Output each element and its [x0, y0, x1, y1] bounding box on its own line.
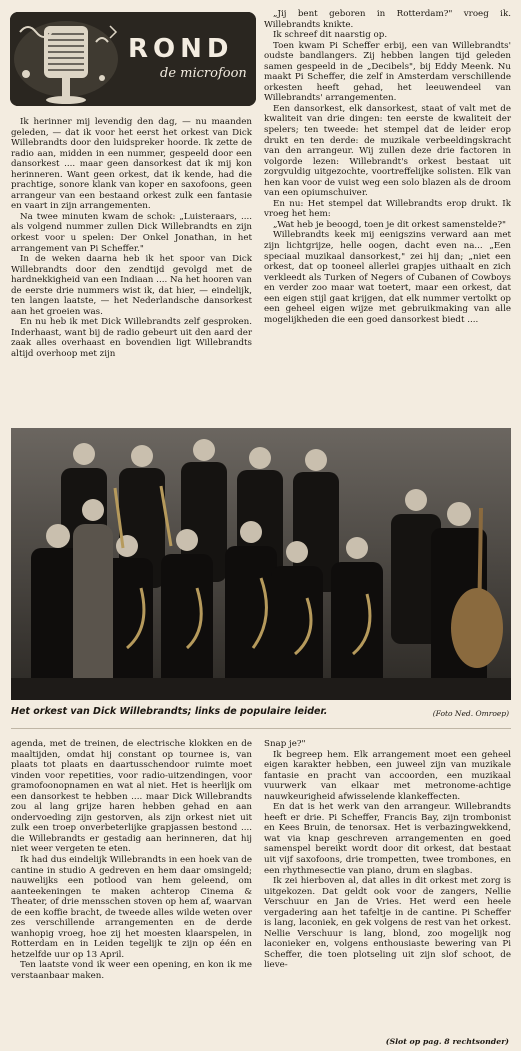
- column-right-bottom: [264, 739, 511, 971]
- paragraph: agenda, met de treinen, de electrische klokken en de maaltijden, omdat hij constant op tournee is, van plaats tot plaats en daartusschendoor ruimte moet vinden voor repetities, voor radio-uitzendingen, voor gramofoonopnamen en wat al niet. Het is heerlijk om een dansorkest te hebben .... maar Dick Willebrandts zou al lang grijze haren hebben gehad en aan ondervoeding zijn gestorven, als zijn orkest niet uit zulk een troep onverbeterlijke grapjassen bestond .... die Willebrandts er gestadig aan herinneren, dat hij niet weer vergeten te eten.: [11, 739, 252, 855]
- column-left-top: [11, 117, 252, 360]
- paragraph: In de weken daarna heb ik het spoor van Dick Willebrandts door den zendtijd gevolgd met de hardnekkigheid van een Indiaan .... Na het hooren van de eerste drie nummers wist ik, dat hier, — eindelijk, ten langen laatste, — het Nederlandsche dansorkest aan het groeien was.: [11, 254, 252, 317]
- header-badge: [10, 12, 256, 106]
- paragraph: Ten laatste vond ik weer een opening, en kon ik me verstaanbaar maken.: [11, 960, 252, 982]
- header-title: ROND: [128, 34, 234, 64]
- paragraph: Een dansorkest, elk dansorkest, staat of valt met de kwaliteit van drie dingen: ten eerste de kwaliteit der spelers; ten tweede: het stempel dat de leider erop drukt en ten derde: de muzikale verbeeldingskracht van den arrangeur. Wij zullen deze drie factoren in volgorde lezen: Willebrandt's orkest bestaat uit zorgvuldig uitgezochte, voortreffelijke solisten. Elk van hen kan voor de vuist weg een solo blazen als de droom van een opiumschuiver.: [264, 103, 511, 199]
- paragraph: Snap je?": [264, 739, 306, 749]
- header-subtitle: de microfoon: [160, 66, 247, 81]
- column-right-top: [264, 9, 511, 325]
- paragraph: „Wat heb je beoogd, toen je dit orkest samenstelde?": [273, 219, 507, 230]
- paragraph: Ik zei hierboven al, dat alles in dit orkest met zorg is uitgekozen. Dat geldt ook voor de zangers, Nellie Verschuur en Jan de Vries. Het werd een heele vergadering aan het tafeltje in de cantine. Pi Scheffer is lang, laconiek, en gek volgens de rest van het orkest. Nellie Verschuur is lang, blond, zoo mogelijk nog laconieker en, volgens enthousiaste bewering van Pi Scheffer, die toen plotseling uit zijn slof schoot, de lieve-: [264, 876, 511, 971]
- paragraph: Willebrandts keek mij eenigszins verward aan met zijn lichtgrijze, helle oogen, dacht even na... „Een speciaal muzikaal dansorkest," zei hij dan; „niet een orkest, dat op tooneel allerlei grapjes uithaalt en zich verkleedt als Turken of Negers of Cubanen of Cowboys en verder zoo maar wat toetert, maar een orkest, dat een eigen stijl gaat krijgen, dat elk nummer vertolkt op een geheel eigen wijze met gebruikmaking van alle mogelijkheden die een goed dansorkest biedt ....: [264, 230, 511, 325]
- paragraph: Ik schreef dit naarstig op.: [273, 30, 388, 41]
- orchestra-photo-image: [11, 428, 511, 700]
- photo-caption: Het orkest van Dick Willebrandts; links de populaire leider.: [11, 706, 328, 717]
- divider: [11, 728, 511, 729]
- column-left-bottom: [11, 739, 252, 982]
- continued-note: (Slot op pag. 8 rechtsonder): [385, 1037, 509, 1046]
- paragraph: Ik had dus eindelijk Willebrandts in een hoek van de cantine in studio A gedreven en hem daar omsingeld; nauwelijks een potlood van hem geleend, om aanteekeningen te maken achterop Cinema & Theater, of drie mensschen stoven op hem af, waarvan de een koffie bracht, de tweede alles wilde weten over zes verschillende arrangementen en de derde wanhopig vroeg, hoe zij het moesten klaarspelen, in Rotterdam en in Leiden tegelijk te zijn op één en hetzelfde uur op 13 April.: [11, 855, 252, 960]
- paragraph: Toen kwam Pi Scheffer erbij, een van Willebrandts' oudste bandlangers. Zij hebben langen tijd geleden samen gespeeld in de „Decibels", bij Eddy Meenk. Nu maakt Pi Scheffer, die zelf in Amsterdam verschillende orkesten heeft gehad, het leeuwendeel van Willebrandts' arrangementen.: [264, 40, 511, 104]
- paragraph: „Jij bent geboren in Rotterdam?" vroeg ik. Willebrandts knikte.: [264, 9, 511, 30]
- photo-credit: (Foto Ned. Omroep): [432, 709, 509, 718]
- paragraph: Na twee minuten kwam de schok: „Luisteraars, .... als volgend nummer zullen Dick Willebrandts en zijn orkest voor u spelen: Der Onkel Jonathan, in het arrangement van Pi Scheffer.": [11, 211, 252, 254]
- paragraph: En dat is het werk van den arrangeur. Willebrandts heeft er drie. Pi Scheffer, Francis Bay, zijn trombonist en Kees Bruin, de tenorsax. Het is verbazingwekkend, wat via knap geschreven arrangementen en goed samenspel bereikt wordt door dit orkest, dat bestaat uit vijf saxofoons, drie trompetten, twee trombones, en een rhythmesectie van piano, drum en slagbas.: [264, 802, 511, 876]
- paragraph: En nu: Het stempel dat Willebrandts erop drukt. Ik vroeg het hem:: [264, 198, 511, 220]
- paragraph: Ik begreep hem. Elk arrangement moet een geheel eigen karakter hebben, een juweel zijn van muzikale fantasie en pracht van accoorden, een muzikaal vuurwerk van elkaar met metronome-achtige nauwkeurigheid afwisselende klankeffecten.: [264, 749, 511, 802]
- paragraph: En nu heb ik met Dick Willebrandts zelf gesproken. Inderhaast, want bij de radio gebeurt uit den aard der zaak alles overhaast en bovendien ligt Willebrandts altijd overhoop met zijn: [11, 317, 252, 360]
- paragraph: Ik herinner mij levendig den dag, — nu maanden geleden, — dat ik voor het eerst het orkest van Dick Willebrandts door den luidspreker hoorde. Ik zette de radio aan, midden in een nummer, gespeeld door een dansorkest .... maar geen dansorkest dat ik mij kon herinneren. Want geen orkest, dat ik kende, had die prachtige, sonore klank van koper en saxofoons, geen arrangeur van een bestaand orkest zulk een fantasie en vaart in zijn arrangementen.: [11, 117, 252, 212]
- orchestra-photo: [11, 428, 511, 700]
